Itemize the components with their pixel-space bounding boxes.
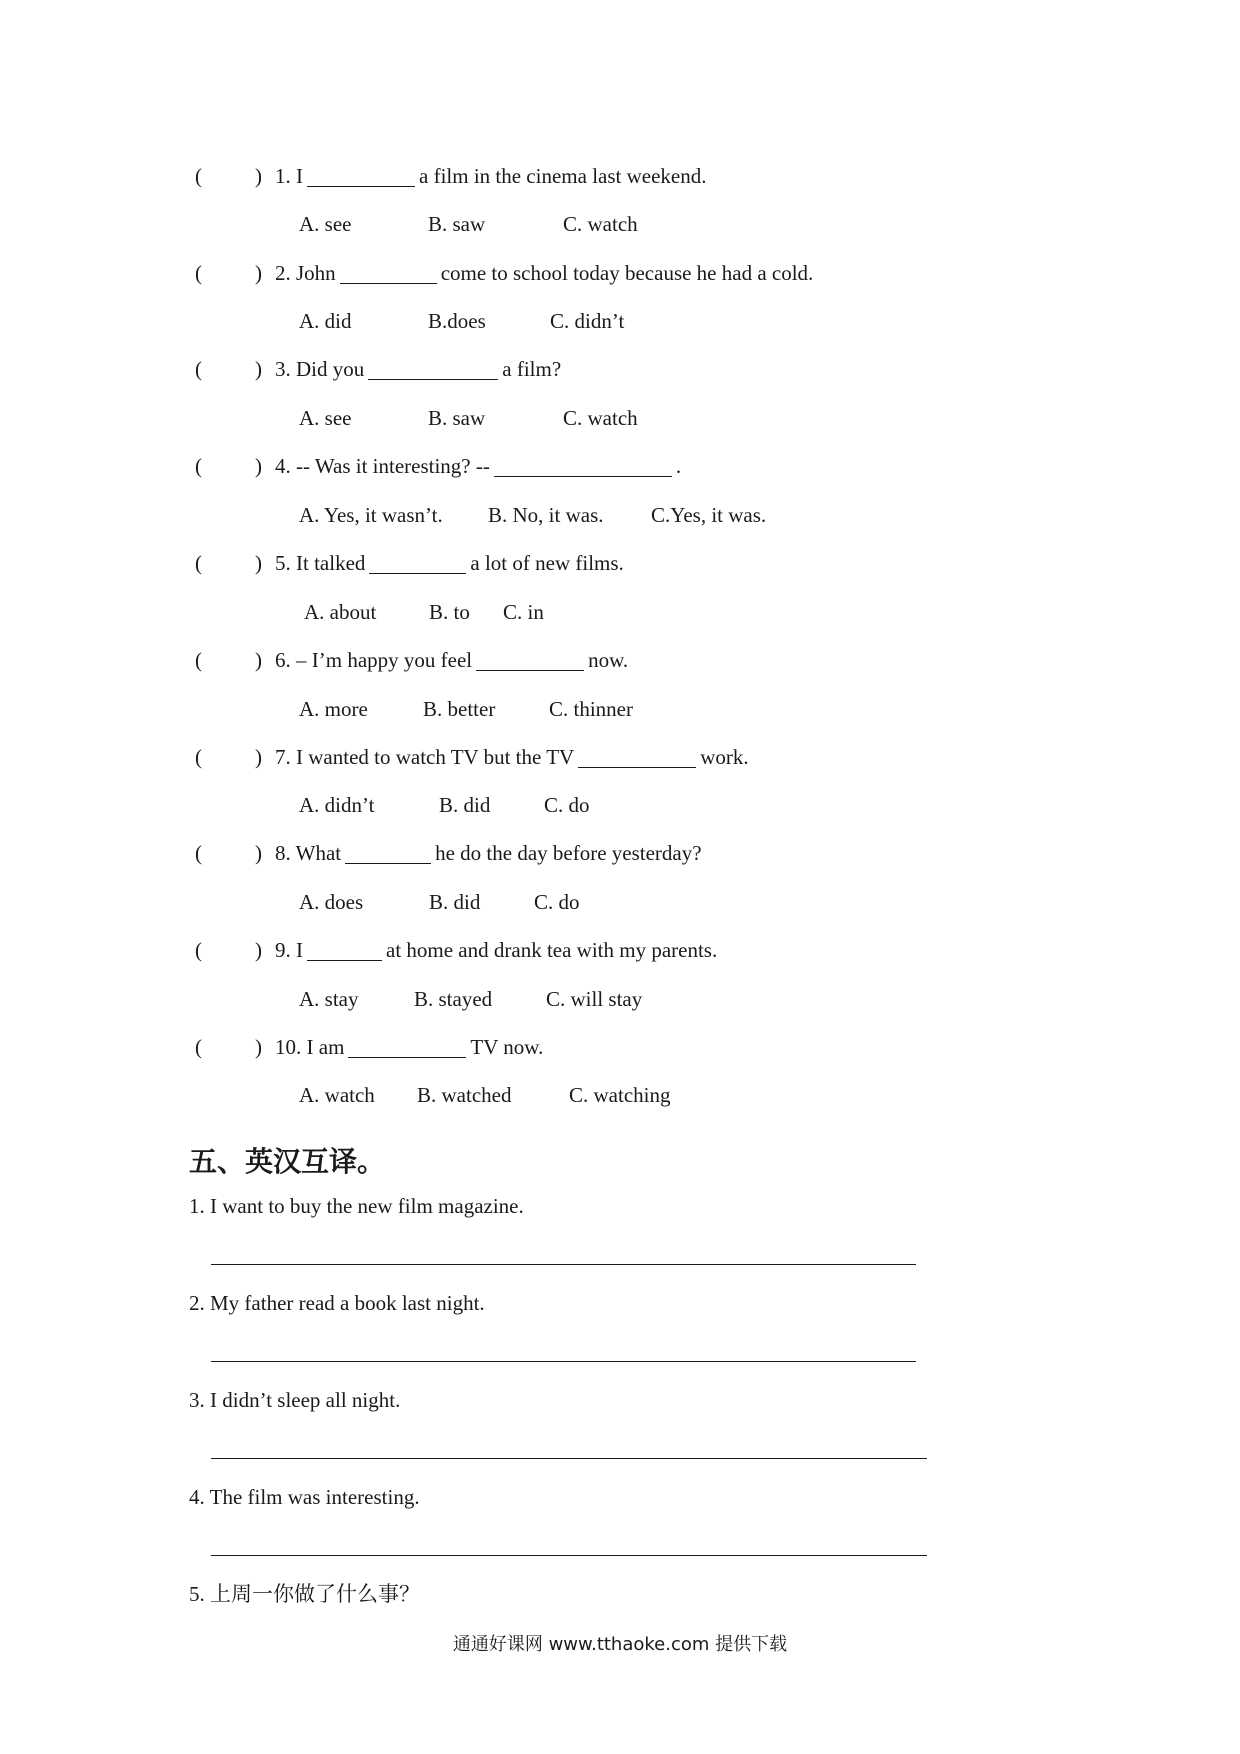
answer-paren-close: ) xyxy=(255,745,262,769)
question-text-before: Did you xyxy=(296,357,365,381)
question-text-after: now. xyxy=(588,648,629,672)
option-b: B. saw xyxy=(428,212,486,236)
fill-blank xyxy=(369,551,466,574)
answer-line xyxy=(211,1555,927,1556)
question-text-before: It talked xyxy=(296,551,366,575)
answer-paren-open: ( xyxy=(195,164,202,188)
question-text-before: I xyxy=(296,938,303,962)
question-number: 6. xyxy=(275,648,291,672)
option-a: A. see xyxy=(299,406,352,430)
option-c: C. watch xyxy=(563,406,638,430)
answer-paren-open: ( xyxy=(195,938,202,962)
answer-paren-close: ) xyxy=(255,938,262,962)
fill-blank xyxy=(307,938,382,961)
question-4 xyxy=(195,451,1095,481)
answer-paren-close: ) xyxy=(255,164,262,188)
answer-paren-open: ( xyxy=(195,551,202,575)
fill-blank xyxy=(340,261,437,284)
answer-line xyxy=(211,1458,927,1459)
option-b: B. to xyxy=(429,600,470,624)
question-text-after: a film? xyxy=(502,357,562,381)
question-stem xyxy=(275,838,702,868)
option-a: A. more xyxy=(299,697,368,721)
translation-item-2: 2. My father read a book last night. xyxy=(189,1291,485,1315)
option-c: C. didn’t xyxy=(550,309,625,333)
question-1 xyxy=(195,161,1095,191)
question-stem xyxy=(275,1032,543,1062)
answer-paren-close: ) xyxy=(255,1035,262,1059)
answer-paren-close: ) xyxy=(255,648,262,672)
question-10 xyxy=(195,1032,1095,1062)
question-number: 9. xyxy=(275,938,291,962)
question-text-after: a lot of new films. xyxy=(470,551,624,575)
question-3 xyxy=(195,354,1095,384)
fill-blank xyxy=(476,648,584,671)
answer-line xyxy=(211,1264,916,1265)
option-a: A. watch xyxy=(299,1083,375,1107)
question-text-after: . xyxy=(675,454,682,478)
question-number: 5. xyxy=(275,551,291,575)
option-a: A. Yes, it wasn’t. xyxy=(299,503,443,527)
answer-paren-open: ( xyxy=(195,1035,202,1059)
question-number: 4. xyxy=(275,454,291,478)
option-b: B.does xyxy=(428,309,486,333)
question-2 xyxy=(195,258,1095,288)
fill-blank xyxy=(348,1035,466,1058)
question-text-before: I wanted to watch TV but the TV xyxy=(296,745,575,769)
question-number: 2. xyxy=(275,261,291,285)
translation-item-4: 4. The film was interesting. xyxy=(189,1485,420,1509)
option-c: C. do xyxy=(534,890,580,914)
question-stem xyxy=(275,645,628,675)
option-c: C.Yes, it was. xyxy=(651,503,767,527)
option-b: B. did xyxy=(439,793,491,817)
option-c: C. watch xyxy=(563,212,638,236)
answer-paren-close: ) xyxy=(255,454,262,478)
fill-blank xyxy=(307,164,415,187)
question-stem xyxy=(275,548,624,578)
question-stem xyxy=(275,161,706,191)
option-b: B. better xyxy=(423,697,496,721)
question-number: 3. xyxy=(275,357,291,381)
question-number: 10. xyxy=(275,1035,302,1059)
option-a: A. see xyxy=(299,212,352,236)
question-text-after: come to school today because he had a cold. xyxy=(440,261,814,285)
question-stem xyxy=(275,742,749,772)
question-stem xyxy=(275,258,813,288)
question-text-after: work. xyxy=(700,745,749,769)
question-stem xyxy=(275,354,561,384)
answer-paren-close: ) xyxy=(255,357,262,381)
answer-paren-open: ( xyxy=(195,648,202,672)
question-text-before: I xyxy=(296,164,303,188)
fill-blank xyxy=(494,454,672,477)
answer-paren-close: ) xyxy=(255,841,262,865)
option-c: C. watching xyxy=(569,1083,671,1107)
answer-paren-open: ( xyxy=(195,841,202,865)
question-text-before: John xyxy=(296,261,336,285)
question-stem xyxy=(275,451,681,481)
question-text-before: What xyxy=(295,841,342,865)
question-text-after: he do the day before yesterday? xyxy=(435,841,702,865)
option-a: A. about xyxy=(304,600,377,624)
question-stem xyxy=(275,935,717,965)
translation-item-3: 3. I didn’t sleep all night. xyxy=(189,1388,401,1412)
answer-line xyxy=(211,1361,916,1362)
option-a: A. does xyxy=(299,890,364,914)
option-c: C. thinner xyxy=(549,697,633,721)
option-a: A. stay xyxy=(299,987,359,1011)
question-text-after: TV now. xyxy=(470,1035,544,1059)
option-a: A. didn’t xyxy=(299,793,375,817)
answer-paren-open: ( xyxy=(195,261,202,285)
question-number: 7. xyxy=(275,745,291,769)
question-number: 1. xyxy=(275,164,291,188)
answer-paren-close: ) xyxy=(255,261,262,285)
option-b: B. stayed xyxy=(414,987,493,1011)
option-c: C. in xyxy=(503,600,544,624)
option-a: A. did xyxy=(299,309,352,333)
question-text-before: I am xyxy=(306,1035,345,1059)
fill-blank xyxy=(578,745,696,768)
option-b: B. saw xyxy=(428,406,486,430)
answer-paren-close: ) xyxy=(255,551,262,575)
answer-paren-open: ( xyxy=(195,357,202,381)
question-text-before: – I’m happy you feel xyxy=(296,648,473,672)
option-b: B. did xyxy=(429,890,481,914)
translation-item-5: 5. 上周一你做了什么事？ xyxy=(189,1582,420,1606)
option-b: B. watched xyxy=(417,1083,512,1107)
footer-source: 通通好课网 www.tthaoke.com 提供下载 xyxy=(452,1634,788,1655)
fill-blank xyxy=(368,357,498,380)
question-text-after: at home and drank tea with my parents. xyxy=(386,938,718,962)
fill-blank xyxy=(345,841,431,864)
answer-paren-open: ( xyxy=(195,454,202,478)
question-text-before: -- Was it interesting? -- xyxy=(296,454,490,478)
option-c: C. will stay xyxy=(546,987,643,1011)
option-c: C. do xyxy=(544,793,590,817)
question-9 xyxy=(195,935,1095,965)
option-b: B. No, it was. xyxy=(488,503,604,527)
question-number: 8. xyxy=(275,841,291,865)
question-text-after: a film in the cinema last weekend. xyxy=(419,164,707,188)
answer-paren-open: ( xyxy=(195,745,202,769)
translation-item-1: 1. I want to buy the new film magazine. xyxy=(189,1194,524,1218)
question-6 xyxy=(195,645,1095,675)
question-7 xyxy=(195,742,1095,772)
question-5 xyxy=(195,548,1095,578)
section-title: 五、英汉互译。 xyxy=(189,1145,386,1178)
question-8 xyxy=(195,838,1095,868)
